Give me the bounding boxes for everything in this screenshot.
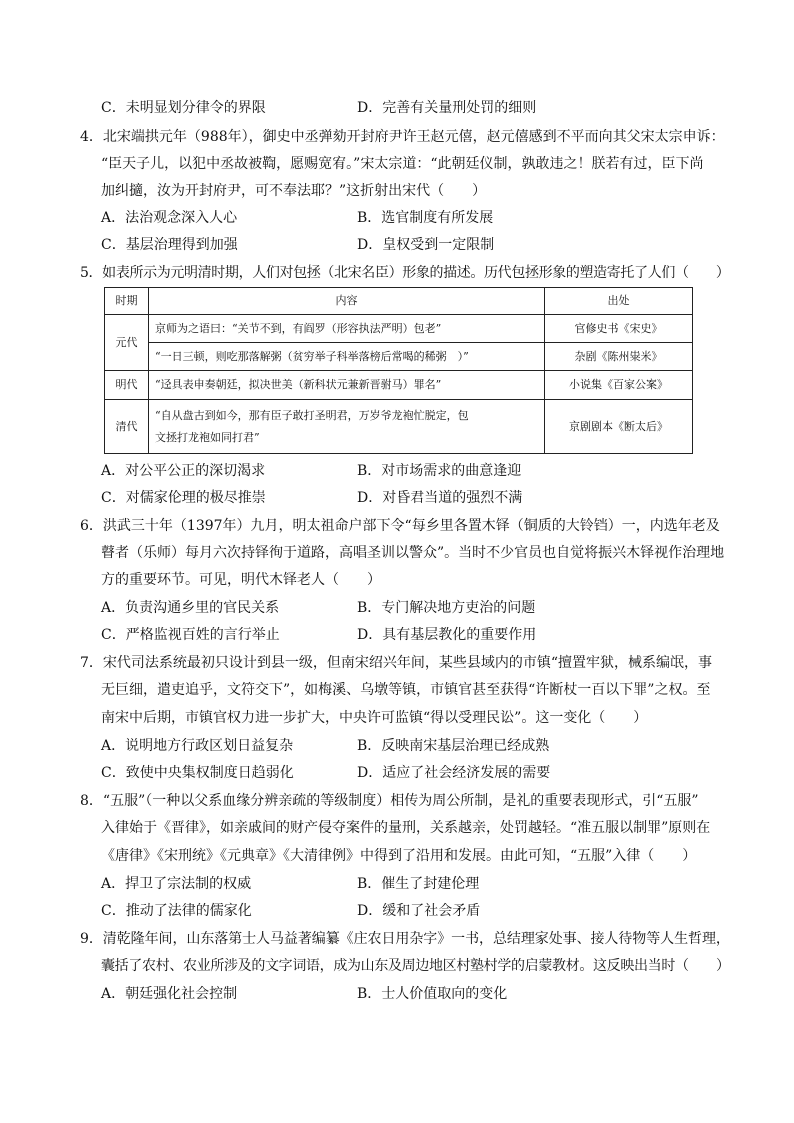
q5-option-a[interactable]: A．对公平公正的深切渴求: [101, 463, 266, 479]
table-cell-content-line: 文拯打龙袍如同打君”: [155, 430, 260, 444]
q6-option-a[interactable]: A．负责沟通乡里的官民关系: [101, 600, 280, 616]
q8-stem-line-3: 《唐律》《宋刑统》《元典章》《大清律例》中得到了沿用和发展。由此可知，“五服”入律（ ）: [101, 848, 697, 864]
table-cell-source: 杂剧《陈州粜米》: [545, 343, 693, 371]
q4-stem-line-3: 加纠擿，汝为开封府尹，可不奉法耶？”这折射出宋代（ ）: [101, 183, 487, 199]
q7-stem-line-1: 7．宋代司法系统最初只设计到县一级，但南宋绍兴年间，某些县域内的市镇“擅置牢狱，械系编氓，事: [80, 655, 713, 671]
q5-option-b[interactable]: B．对市场需求的曲意逢迎: [357, 463, 522, 479]
q4-option-b[interactable]: B．选官制度有所发展: [357, 210, 494, 226]
q7-option-d[interactable]: D．适应了社会经济发展的需要: [357, 765, 551, 781]
q6-option-b[interactable]: B．专门解决地方吏治的问题: [357, 600, 536, 616]
table-cell-source: 小说集《百家公案》: [545, 371, 693, 400]
table-cell-content-line: “自从盘古到如今，那有臣子敢打圣明君，万岁爷龙袍忙脱定，包: [155, 408, 469, 422]
q4-stem-line-1: 4．北宋端拱元年（988年），御史中丞弹劾开封府尹许王赵元僖，赵元僖感到不平而向其父宋太宗申诉：: [80, 129, 725, 145]
q7-option-c[interactable]: C．致使中央集权制度日趋弱化: [101, 765, 294, 781]
q8-option-a[interactable]: A．捍卫了宗法制的权威: [101, 876, 252, 892]
q4-option-d[interactable]: D．皇权受到一定限制: [357, 237, 495, 253]
q6-stem-line-1: 6．洪武三十年（1397年）九月，明太祖命户部下令“每乡里各置木铎（铜质的大铃铛）一，内选年老及: [80, 518, 720, 534]
table-header-era: 时期: [105, 288, 149, 315]
table-cell-source: 官修史书《宋史》: [545, 315, 693, 343]
q5-stem-line-1: 5．如表所示为元明清时期，人们对包拯（北宋名臣）形象的描述。历代包拯形象的塑造寄托了人们（ ）: [80, 265, 730, 281]
q5-table: [104, 287, 693, 454]
q4-stem-line-2: “臣天子儿，以犯中丞故被鞫，愿赐宽宥。”宋太宗道：“此朝廷仪制，孰敢违之！朕若有过，臣下尚: [101, 156, 704, 172]
q5-option-d[interactable]: D．对昏君当道的强烈不满: [357, 490, 523, 506]
table-cell-content: “迳具表申奏朝廷，拟决世美（新科状元兼新晋驸马）罪名”: [149, 371, 545, 400]
table-row: [105, 315, 693, 343]
table-cell-content: [149, 400, 545, 454]
table-cell-era: 明代: [105, 371, 149, 400]
table-header-row: [105, 288, 693, 315]
q8-option-b[interactable]: B．催生了封建伦理: [357, 876, 480, 892]
q8-stem-line-1: 8．“五服”（一种以父系血缘分辨亲疏的等级制度）相传为周公所制，是礼的重要表现形式，引“五服”: [80, 793, 699, 809]
q6-option-d[interactable]: D．具有基层教化的重要作用: [357, 627, 537, 643]
table-header-source: 出处: [545, 288, 693, 315]
q7-stem-line-3: 南宋中后期，市镇官权力进一步扩大，中央许可监镇“得以受理民讼”。这一变化（ ）: [101, 710, 648, 726]
table-cell-source: 京剧剧本《断太后》: [545, 400, 693, 454]
table-row: [105, 343, 693, 371]
table-cell-content: 京师为之语曰：“关节不到，有阎罗（形容执法严明）包老”: [149, 315, 545, 343]
q4-option-c[interactable]: C．基层治理得到加强: [101, 237, 238, 253]
q9-stem-line-2: 囊括了农村、农业所涉及的文字词语，成为山东及周边地区村塾村学的启蒙教材。这反映出当时（ ）: [101, 958, 730, 974]
q5-option-c[interactable]: C．对儒家伦理的极尽推崇: [101, 490, 266, 506]
q9-stem-line-1: 9．清乾隆年间，山东落第士人马益著编纂《庄农日用杂字》一书，总结理家处事、接人待物等人生哲理，: [80, 931, 730, 947]
table-cell-era: 元代: [105, 315, 149, 371]
q9-option-a[interactable]: A．朝廷强化社会控制: [101, 986, 238, 1002]
q7-stem-line-2: 无巨细，遣吏追乎，文符交下”，如梅溪、乌墩等镇，市镇官甚至获得“许断杖一百以下罪”之权。至: [101, 682, 711, 698]
q8-stem-line-2: 入律始于《晋律》，如亲戚间的财产侵夺案件的量刑，关系越亲，处罚越轻。“准五服以制罪”原则在: [101, 820, 711, 836]
q7-option-b[interactable]: B．反映南宋基层治理已经成熟: [357, 738, 550, 754]
table-row: [105, 400, 693, 454]
q8-option-c[interactable]: C．推动了法律的儒家化: [101, 903, 252, 919]
table-header-content: 内容: [149, 288, 545, 315]
table-cell-era: 清代: [105, 400, 149, 454]
q6-stem-line-3: 方的重要环节。可见，明代木铎老人（ ）: [101, 572, 381, 588]
table-cell-content: “一日三顿，则吃那落解粥（贫穷举子科举落榜后常喝的稀粥 ）”: [149, 343, 545, 371]
q9-option-b[interactable]: B．士人价值取向的变化: [357, 986, 508, 1002]
q6-option-c[interactable]: C．严格监视百姓的言行举止: [101, 627, 280, 643]
q7-option-a[interactable]: A．说明地方行政区划日益复杂: [101, 738, 294, 754]
q3-option-d[interactable]: D．完善有关量刑处罚的细则: [357, 100, 537, 116]
q3-option-c[interactable]: C．未明显划分律令的界限: [101, 100, 266, 116]
q4-option-a[interactable]: A．法治观念深入人心: [101, 210, 238, 226]
table-row: [105, 371, 693, 400]
q8-option-d[interactable]: D．缓和了社会矛盾: [357, 903, 481, 919]
q6-stem-line-2: 瞽者（乐师）每月六次持铎徇于道路，高唱圣训以警众”。当时不少官员也自觉将振兴木铎视作治理地: [101, 545, 725, 561]
